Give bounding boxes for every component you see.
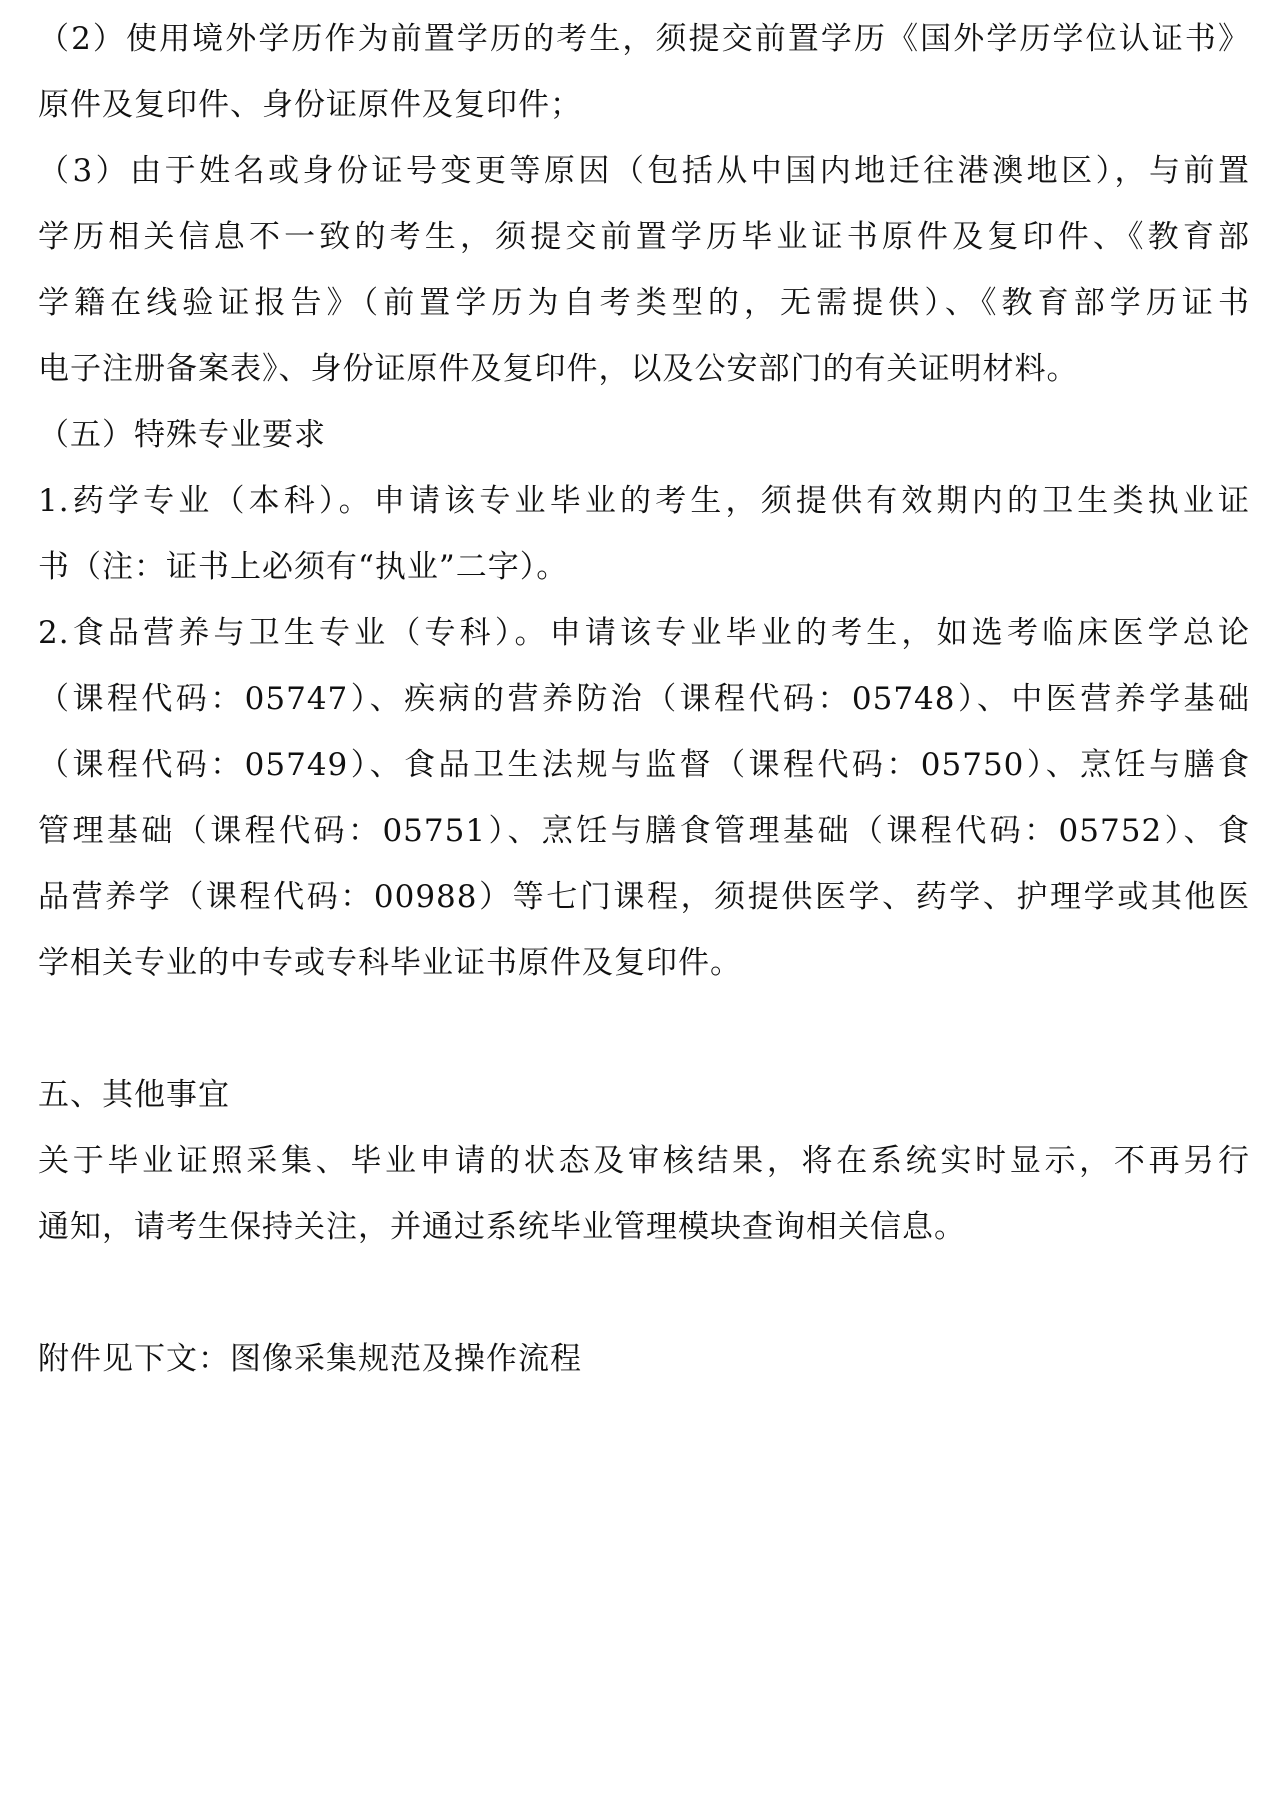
blank-line	[38, 1260, 1250, 1326]
paragraph-item-3	[38, 138, 1250, 402]
text-line: 通知，请考生保持关注，并通过系统毕业管理模块查询相关信息。	[38, 1209, 966, 1245]
paragraph-other-matters	[38, 1128, 1250, 1260]
paragraph-item-2	[38, 6, 1250, 138]
text-line: 1.药学专业（本科）。申请该专业毕业的考生，须提供有效期内的卫生类执业证	[38, 483, 1250, 519]
text-line: 品营养学（课程代码：00988）等七门课程，须提供医学、药学、护理学或其他医	[38, 879, 1250, 915]
text-line: 原件及复印件、身份证原件及复印件；	[38, 87, 582, 123]
blank-line	[38, 996, 1250, 1062]
text-line: 管理基础（课程代码：05751）、烹饪与膳食管理基础（课程代码：05752）、食	[38, 813, 1250, 849]
section-heading-special-requirements: （五）特殊专业要求	[38, 417, 326, 453]
text-line: 学历相关信息不一致的考生，须提交前置学历毕业证书原件及复印件、《教育部	[38, 219, 1250, 255]
paragraph-food-nutrition	[38, 600, 1250, 996]
document-page	[38, 6, 1250, 1392]
text-line: （2）使用境外学历作为前置学历的考生，须提交前置学历《国外学历学位认证书》	[38, 21, 1250, 57]
text-line: 学籍在线验证报告》（前置学历为自考类型的，无需提供）、《教育部学历证书	[38, 285, 1250, 321]
text-line: （3）由于姓名或身份证号变更等原因（包括从中国内地迁往港澳地区），与前置	[38, 153, 1250, 189]
paragraph-pharmacy	[38, 468, 1250, 600]
attachment-note: 附件见下文：图像采集规范及操作流程	[38, 1341, 582, 1377]
section-heading-other-matters: 五、其他事宜	[38, 1077, 230, 1113]
text-line: 电子注册备案表》、身份证原件及复印件，以及公安部门的有关证明材料。	[38, 351, 1079, 387]
text-line: 关于毕业证照采集、毕业申请的状态及审核结果，将在系统实时显示，不再另行	[38, 1143, 1250, 1179]
text-line: 学相关专业的中专或专科毕业证书原件及复印件。	[38, 945, 742, 981]
text-line: 书（注：证书上必须有“执业”二字）。	[38, 549, 569, 585]
text-line: （课程代码：05749）、食品卫生法规与监督（课程代码：05750）、烹饪与膳食	[38, 747, 1250, 783]
text-line: 2.食品营养与卫生专业（专科）。申请该专业毕业的考生，如选考临床医学总论	[38, 615, 1250, 651]
text-line: （课程代码：05747）、疾病的营养防治（课程代码：05748）、中医营养学基础	[38, 681, 1250, 717]
